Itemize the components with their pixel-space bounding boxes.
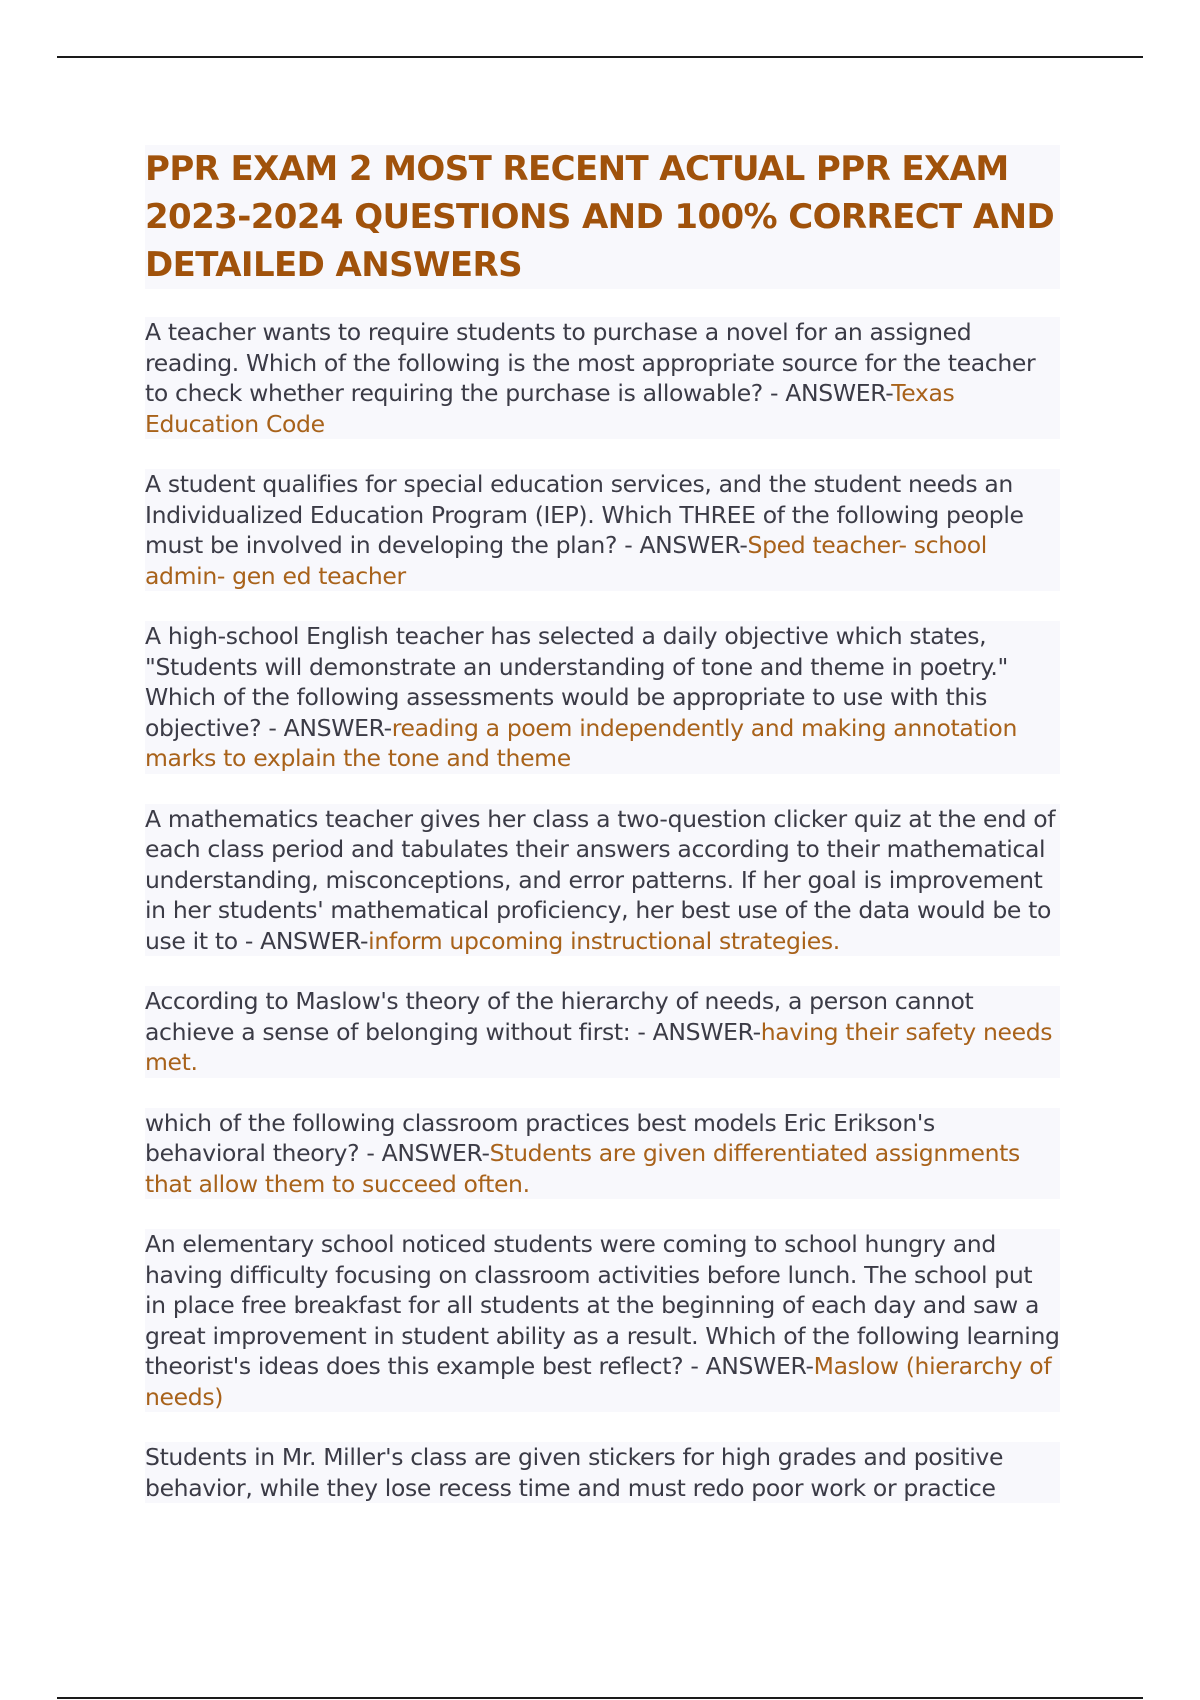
question-text: A student qualifies for special education services, and the student needs an Individualized Education Program (IEP). Which THREE of the following people must be involved in developing the plan?: [145, 470, 1024, 559]
answer-text: reading a poem independently and making annotation marks to explain the tone and theme: [145, 713, 1017, 772]
answer-marker: - ANSWER-: [237, 926, 369, 955]
question-text: An elementary school noticed students were coming to school hungry and having difficulty focusing on classroom activities before lunch. The school put in place free breakfast for all students at the beginning of each day and saw a great improvement in student ability as a result. Which of the following learning theorist's ideas does this example best reflect?: [145, 1230, 1060, 1380]
question-text: Students in Mr. Miller's class are given stickers for high grades and positive behavior, while they lose recess time and must redo poor work or practice: [145, 1443, 1004, 1502]
answer-marker: - ANSWER-: [261, 713, 392, 742]
answer-text: Students are given differentiated assignments that allow them to succeed often.: [145, 1139, 1020, 1198]
answer-text: Maslow (hierarchy of needs): [145, 1352, 1052, 1411]
answer-text: Sped teacher- school admin- gen ed teacher: [145, 531, 987, 590]
qa-item-4: [145, 804, 1060, 957]
answer-text: having their safety needs met.: [145, 1017, 1053, 1076]
document-title: PPR EXAM 2 MOST RECENT ACTUAL PPR EXAM 2023-2024 QUESTIONS AND 100% CORRECT AND DETAILED ANSWERS: [145, 145, 1060, 289]
qa-item-3: [145, 621, 1060, 774]
header-rule: [57, 56, 1143, 58]
question-text: A teacher wants to require students to purchase a novel for an assigned reading. Which of the following is the most appropriate source for the teacher to check whether requiring the purchase is allowable?: [145, 318, 1036, 407]
qa-item-7: [145, 1229, 1060, 1412]
qa-item-8: [145, 1442, 1060, 1503]
question-text: which of the following classroom practices best models Eric Erikson's behavioral theory?: [145, 1108, 935, 1167]
question-text: According to Maslow's theory of the hierarchy of needs, a person cannot achieve a sense of belonging without first:: [145, 987, 974, 1046]
qa-item-6: [145, 1108, 1060, 1200]
answer-marker: - ANSWER-: [617, 531, 748, 559]
answer-text: Texas Education Code: [145, 379, 955, 438]
answer-text: inform upcoming instructional strategies.: [368, 926, 840, 955]
question-text: A mathematics teacher gives her class a two-question clicker quiz at the end of each class period and tabulates their answers according to their mathematical understanding, misconceptions, and error patterns. If her goal is improvement in her students' mathematical proficiency, her best use of the data would be to use it to: [145, 804, 1056, 955]
answer-marker: - ANSWER-: [762, 379, 892, 407]
answer-marker: - ANSWER-: [359, 1139, 490, 1167]
answer-marker: - ANSWER-: [683, 1352, 814, 1380]
qa-item-1: [145, 317, 1060, 439]
qa-item-5: [145, 986, 1060, 1078]
footer-rule: [57, 1697, 1143, 1699]
question-text: A high-school English teacher has selected a daily objective which states, "Students will demonstrate an understanding of tone and theme in poetry." Which of the following assessments would be appropriate to use with this objective?: [145, 622, 1008, 742]
answer-marker: - ANSWER-: [630, 1017, 761, 1046]
document-body: [145, 145, 1060, 1533]
qa-item-2: [145, 469, 1060, 591]
